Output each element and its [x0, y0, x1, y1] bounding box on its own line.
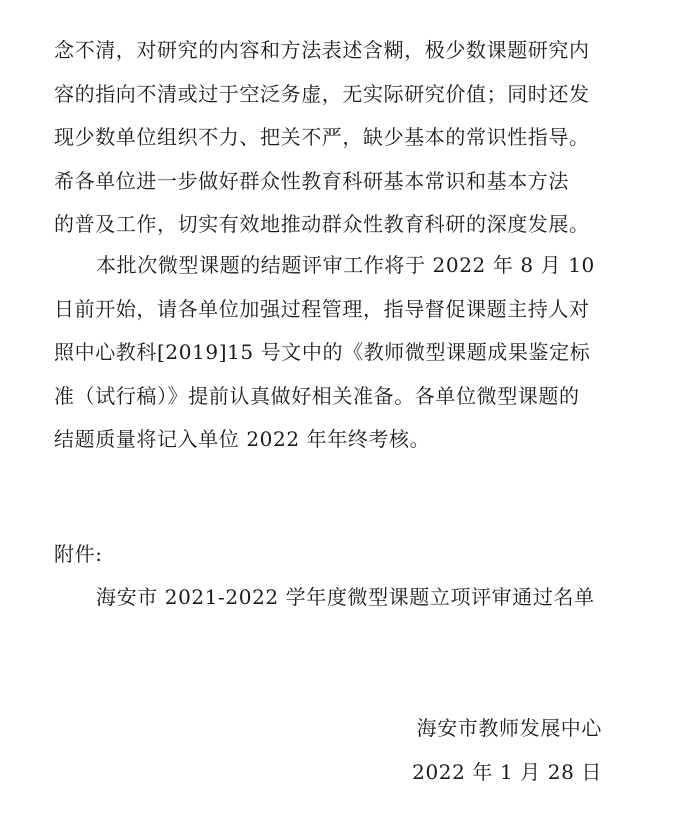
attachment-label: 附件: [54, 542, 103, 566]
attachment-item: 海安市 2021-2022 学年度微型课题立项评审通过名单 [96, 585, 595, 609]
paragraph-line: 准（试行稿）》提前认真做好相关准备。各单位微型课题的 [54, 384, 580, 408]
signature-organization: 海安市教师发展中心 [416, 716, 602, 740]
paragraph-line: 日前开始，请各单位加强过程管理，指导督促课题主持人对 [54, 297, 590, 321]
paragraph-line: 的普及工作，切实有效地推动群众性教育科研的深度发展。 [54, 212, 590, 236]
paragraph-line: 希各单位进一步做好群众性教育科研基本常识和基本方法 [54, 169, 569, 193]
paragraph-line: 照中心教科[2019]15 号文中的《教师微型课题成果鉴定标 [54, 340, 591, 364]
paragraph-line: 容的指向不清或过于空泛务虚，无实际研究价值；同时还发 [54, 82, 590, 106]
paragraph-line: 念不清，对研究的内容和方法表述含糊，极少数课题研究内 [54, 38, 590, 62]
paragraph-line: 现少数单位组织不力、把关不严，缺少基本的常识性指导。 [54, 125, 590, 149]
signature-date: 2022 年 1 月 28 日 [412, 760, 602, 784]
paragraph-line: 结题质量将记入单位 2022 年年终考核。 [54, 427, 431, 451]
paragraph-line: 本批次微型课题的结题评审工作将于 2022 年 8 月 10 [96, 253, 595, 277]
